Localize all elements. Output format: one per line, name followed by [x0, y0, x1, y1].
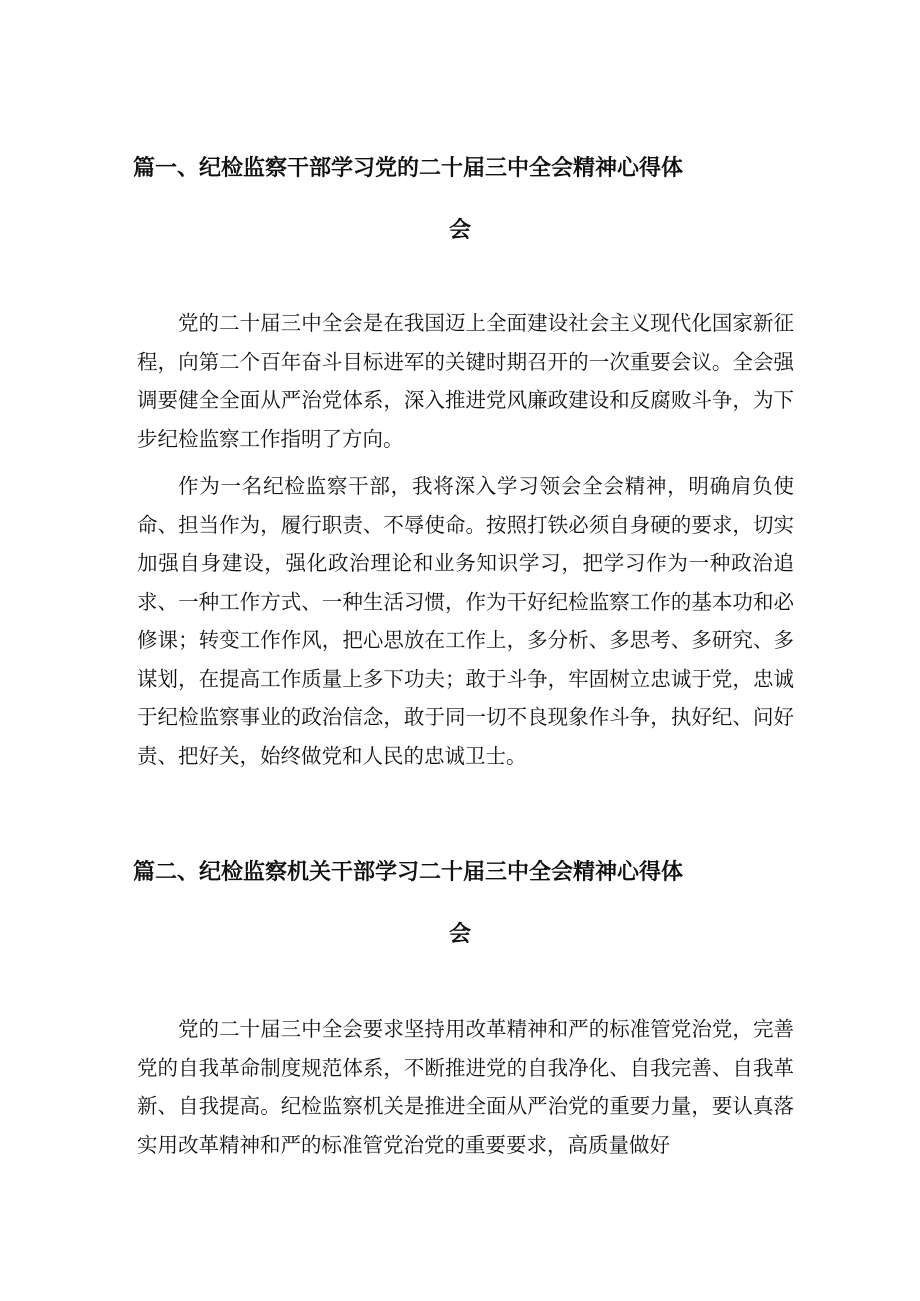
section-1-paragraph-2: 作为一名纪检监察干部，我将深入学习领会全会精神，明确肩负使命、担当作为，履行职责、不辱使命。按照打铁必须自身硬的要求，切实加强自身建设，强化政治理论和业务知识学习，把学习作为一种政治追求、一种工作方式、一种生活习惯，作为干好纪检监察工作的基本功和必修课；转变工作作风，把心思放在工作上，多分析、多思考、多研究、多谋划，在提高工作质量上多下功夫；敢于斗争，牢固树立忠诚于党，忠诚于纪检监察事业的政治信念，敢于同一切不良现象作斗争，执好纪、问好责、把好关，始终做党和人民的忠诚卫士。 [137, 474, 794, 768]
section-2-title [133, 842, 787, 966]
section-1-title-line-1: 篇一、纪检监察干部学习党的二十届三中全会精神心得体 [133, 156, 684, 181]
section-1-paragraph-1: 党的二十届三中全会是在我国迈上全面建设社会主义现代化国家新征程，向第二个百年奋斗目标进军的关键时期召开的一次重要会议。全会强调要健全全面从严治党体系，深入推进党风廉政建设和反腐败斗争，为下步纪检监察工作指明了方向。 [137, 311, 794, 451]
section-1-title [133, 138, 787, 262]
section-2-title-line-2: 会 [448, 922, 471, 947]
section-1-title-line-2: 会 [448, 218, 471, 243]
section-2-title-line-1: 篇二、纪检监察机关干部学习二十届三中全会精神心得体 [133, 860, 684, 885]
section-2-paragraph-1: 党的二十届三中全会要求坚持用改革精神和严的标准管党治党，完善党的自我革命制度规范体系，不断推进党的自我净化、自我完善、自我革新、自我提高。纪检监察机关是推进全面从严治党的重要力量，要认真落实用改革精神和严的标准管党治党的重要要求，高质量做好 [137, 1017, 794, 1157]
